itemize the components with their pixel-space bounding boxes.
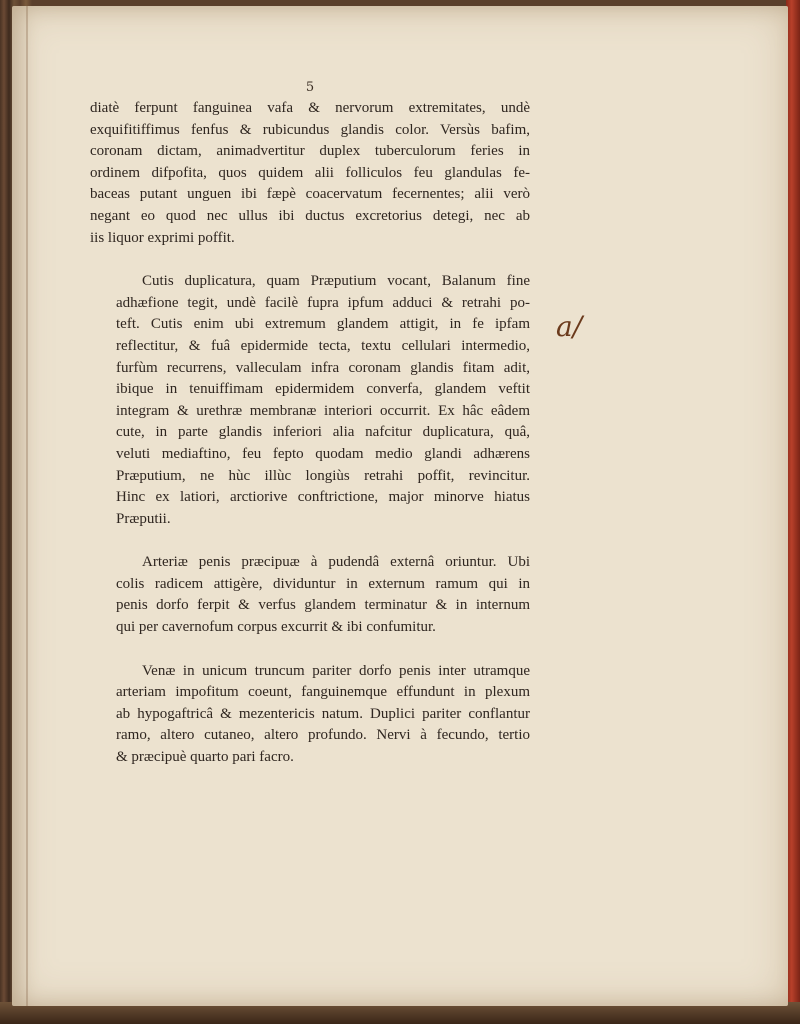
text-line: negant eo quod nec ullus ibi ductus excretorius detegi, nec ab <box>90 207 530 224</box>
text-line: coronam dictam, animadvertitur duplex tuberculorum feries in <box>90 143 530 160</box>
text-line: reflectitur, & fuâ epidermide tecta, textu cellulari intermedio, <box>116 337 530 354</box>
gutter-fold <box>26 6 28 1006</box>
text-line: integram & urethræ membranæ interiori occurrit. Ex hâc eâdem <box>116 402 530 419</box>
text-line: ordinem difpofita, quos quidem alii folliculos feu glandulas fe- <box>90 164 530 181</box>
text-line: teft. Cutis enim ubi extremum glandem attigit, in fe ipfam <box>116 316 530 333</box>
text-line: exquifitiffimus fenfus & rubicundus glandis color. Versùs bafim, <box>90 121 530 138</box>
text-line: baceas putant unguen ibi fæpè coacervatum fecernentes; alii verò <box>90 186 530 203</box>
text-line: ibique in tenuiffimam epidermidem converfa, glandem veftit <box>116 381 530 398</box>
text-line: adhæfione tegit, undè facilè fupra ipfum adduci & retrahi po- <box>116 294 530 311</box>
text-line: diatè ferpunt fanguinea vafa & nervorum extremitates, undè <box>90 100 530 116</box>
text-line: ab hypogaftricâ & mezentericis natum. Duplici pariter conflantur <box>116 705 530 722</box>
text-line: veluti mediaftino, feu fepto quodam medio glandi adhærens <box>116 445 530 462</box>
page-number: 5 <box>305 80 315 95</box>
paragraph-1 <box>90 98 530 249</box>
paragraph-4 <box>90 661 530 769</box>
text-line: ramo, altero cutaneo, altero profundo. Nervi à fecundo, tertio <box>116 727 530 744</box>
text-line: colis radicem attigère, dividuntur in externum ramum qui in <box>116 575 530 592</box>
paragraph-3 <box>90 552 530 638</box>
text-line: Venæ in unicum truncum pariter dorfo penis inter utramque <box>142 662 530 679</box>
text-line: qui per cavernofum corpus excurrit & ibi confumitur. <box>116 619 436 636</box>
text-line: Hinc ex latiori, arctiorive conftrictione, major minorve hiatus <box>116 489 530 506</box>
paragraph-2 <box>90 271 530 530</box>
text-line: Præputium, ne hùc illùc longiùs retrahi poffit, revincitur. <box>116 467 530 484</box>
text-line: cute, in parte glandis inferiori alia nafcitur duplicatura, quâ, <box>116 424 530 441</box>
body-text <box>90 98 530 791</box>
text-line: Arteriæ penis præcipuæ à pudendâ externâ oriuntur. Ubi <box>142 554 530 571</box>
text-line: furfùm recurrens, valleculam infra coronam glandis fitam adit, <box>116 359 530 376</box>
handwritten-margin-note: a/ <box>556 310 583 343</box>
text-line: Præputii. <box>116 510 171 527</box>
text-line: iis liquor exprimi poffit. <box>90 229 235 246</box>
text-line: arteriam impofitum coeunt, fanguinemque effundunt in plexum <box>116 684 530 701</box>
book-cover-edge <box>786 0 800 1024</box>
text-line: Cutis duplicatura, quam Præputium vocant, Balanum fine <box>142 273 530 290</box>
text-line: penis dorfo ferpit & verfus glandem terminatur & in internum <box>116 597 530 614</box>
text-line: & præcipuè quarto pari facro. <box>116 749 294 766</box>
